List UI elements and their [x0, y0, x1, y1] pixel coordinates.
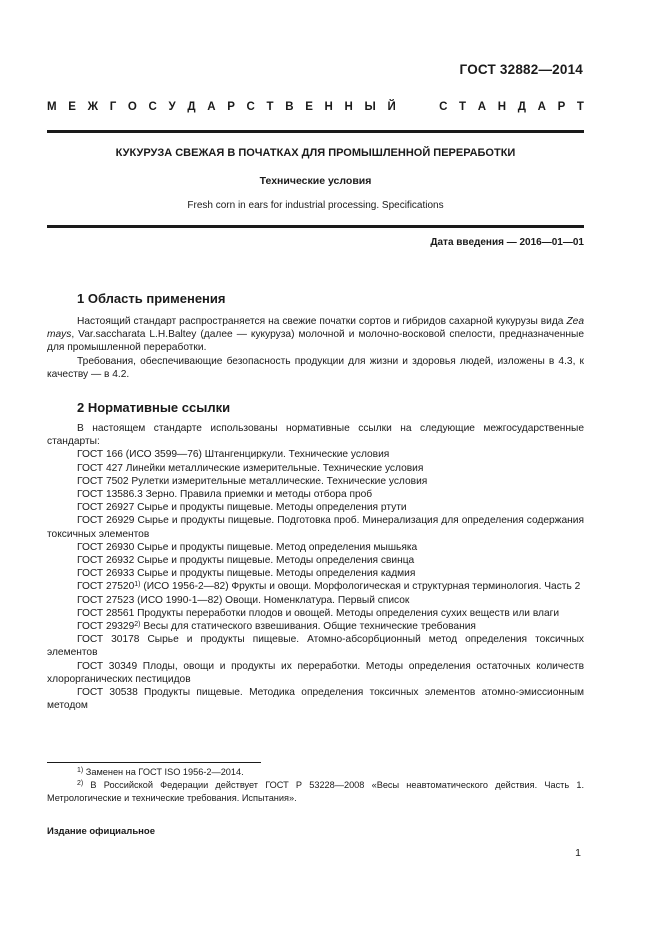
banner-letter: А — [477, 101, 487, 113]
introduction-date: Дата введения — 2016—01—01 — [430, 237, 584, 248]
reference-item: ГОСТ 166 (ИСО 3599—76) Штангенциркули. Технические условия — [77, 449, 390, 461]
banner-letter: Р — [227, 101, 235, 113]
official-edition-label: Издание официальное — [47, 826, 155, 837]
banner-letter: Н — [497, 101, 507, 113]
reference-item: ГОСТ 26932 Сырье и продукты пищевые. Методы определения свинца — [77, 555, 415, 567]
reference-item: ГОСТ 427 Линейки металлические измерительные. Технические условия — [77, 462, 424, 474]
banner-letter: Д — [187, 101, 196, 113]
banner-letter: У — [168, 101, 176, 113]
reference-item: ГОСТ 26933 Сырье и продукты пищевые. Методы определения кадмия — [77, 568, 416, 580]
document-subtitle: Технические условия — [259, 175, 372, 187]
banner-letter: Р — [557, 101, 566, 113]
document-number: ГОСТ 32882—2014 — [459, 62, 583, 77]
reference-item: ГОСТ 7502 Рулетки измерительные металлические. Технические условия — [77, 475, 428, 487]
reference-item: ГОСТ 30538 Продукты пищевые. Методика определения токсичных элементов атомно-эмиссионным методом — [47, 687, 584, 712]
banner-letter: С — [246, 101, 255, 113]
section-2-intro: В настоящем стандарте использованы нормативные ссылки на следующие межгосударственные стандарты: — [47, 423, 584, 448]
section-2-body — [47, 422, 584, 712]
footnote-item: $^{1)}$ Заменен на ГОСТ ISO 1956-2—2014. — [77, 767, 244, 777]
footnote-marker: 2) — [134, 621, 141, 629]
section-1-paragraph-2: Требования, обеспечивающие безопасность продукции для жизни и здоровья людей, изложены в 4.3, к качеству — в 4.2. — [47, 355, 584, 380]
banner-letter: Д — [517, 101, 526, 113]
banner-letter: А — [537, 101, 546, 113]
reference-item: ГОСТ 30349 Плоды, овощи и продукты их переработки. Методы определения остаточных количеств хлорорганических пестицидов — [47, 660, 584, 685]
section-1-paragraph-1: Настоящий стандарт распространяется на свежие початки сортов и гибридов сахарной кукурузы вида Zea mays, Var.saccharata L.H.Baltey (далее — кукуруза) молочной и молочно-восковой спелости, предназначенные для промышленной переработки. — [47, 316, 584, 354]
banner-letter: Ж — [87, 101, 99, 113]
reference-item: ГОСТ 27520$^{1)}$ (ИСО 1956-2—82) Фрукты и овощи. Морфологическая и структурная терминология. Часть 2 — [77, 581, 581, 593]
banner-letter: Ы — [364, 101, 376, 113]
banner-letter: В — [285, 101, 294, 113]
top-rule — [47, 130, 584, 133]
banner-letter: Г — [109, 101, 117, 113]
banner-letter: С — [439, 101, 448, 113]
reference-item: ГОСТ 13586.3 Зерно. Правила приемки и методы отбора проб — [77, 489, 373, 501]
reference-item: ГОСТ 30178 Сырье и продукты пищевые. Атомно-абсорбционный метод определения токсичных элементов — [47, 634, 584, 659]
section-1-body — [47, 315, 584, 381]
reference-list — [47, 448, 584, 712]
reference-item: ГОСТ 26927 Сырье и продукты пищевые. Методы определения ртути — [77, 502, 407, 514]
banner-word-gap — [407, 101, 427, 113]
banner-letter: Н — [344, 101, 353, 113]
banner-letter: Т — [266, 101, 274, 113]
reference-item: ГОСТ 27523 (ИСО 1990-1—82) Овощи. Номенклатура. Первый список — [77, 594, 410, 606]
reference-item: ГОСТ 28561 Продукты переработки плодов и овощей. Методы определения сухих веществ или влаги — [77, 607, 560, 619]
section-2-heading: 2 Нормативные ссылки — [77, 400, 231, 415]
banner-letter: О — [127, 101, 137, 113]
reference-item: ГОСТ 26929 Сырье и продукты пищевые. Подготовка проб. Минерализация для определения содержания токсичных элементов — [47, 515, 584, 540]
banner-letter: Н — [324, 101, 333, 113]
banner-letter: М — [47, 101, 57, 113]
banner-letter: Й — [387, 101, 396, 113]
footnote-mark: 1) — [77, 767, 84, 774]
footnote-item: $^{2)}$ В Российской Федерации действует ГОСТ Р 53228—2008 «Весы неавтоматического действия. Часть 1. Метрологические и технические требования. Испытания». — [47, 780, 584, 803]
section-1-heading: 1 Область применения — [77, 291, 226, 306]
reference-item: ГОСТ 29329$^{2)}$ Весы для статического взвешивания. Общие технические требования — [77, 621, 476, 633]
footnote-marker: 1) — [134, 581, 141, 589]
reference-item: ГОСТ 26930 Сырье и продукты пищевые. Метод определения мышьяка — [77, 541, 418, 553]
banner-letter: Е — [68, 101, 76, 113]
banner-letter: Т — [576, 101, 584, 113]
footnote-mark: 2) — [77, 780, 84, 787]
banner-letter: Е — [305, 101, 313, 113]
title-bottom-rule — [47, 225, 584, 228]
page-number: 1 — [575, 847, 581, 859]
interstate-standard-banner — [47, 101, 584, 113]
banner-letter: С — [148, 101, 157, 113]
banner-letter: Т — [459, 101, 467, 113]
english-title: Fresh corn in ears for industrial processing. Specifications — [187, 200, 444, 211]
footnote-separator — [47, 762, 261, 763]
footnotes — [47, 766, 584, 805]
document-title: КУКУРУЗА СВЕЖАЯ В ПОЧАТКАХ ДЛЯ ПРОМЫШЛЕННОЙ ПЕРЕРАБОТКИ — [115, 147, 516, 159]
banner-letter: А — [207, 101, 216, 113]
